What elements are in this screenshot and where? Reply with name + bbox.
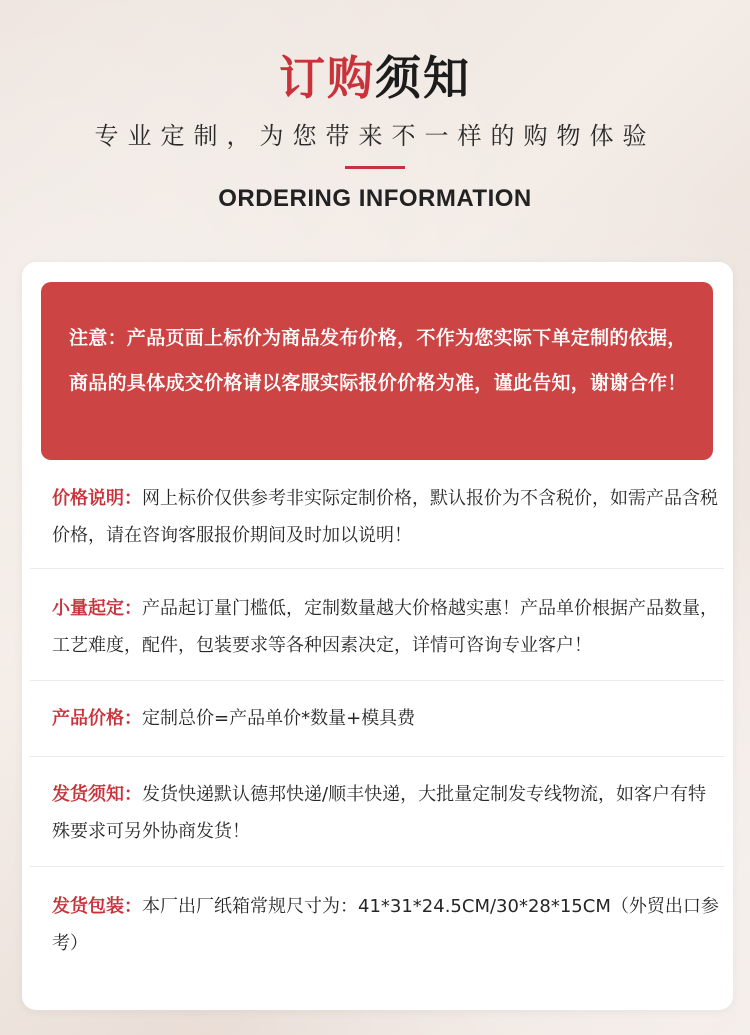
section-label: 发货须知： — [52, 784, 142, 805]
section-packaging — [52, 888, 722, 962]
section-divider — [30, 866, 724, 867]
page-header — [0, 0, 750, 260]
title-rest: 须知 — [375, 51, 471, 105]
section-label: 发货包装： — [52, 896, 142, 917]
section-text: 发货快递默认德邦快递/顺丰快递，大批量定制发专线物流，如客户有特殊要求可另外协商发货！ — [52, 784, 707, 842]
section-shipping — [52, 776, 722, 850]
section-label: 产品价格： — [52, 708, 142, 729]
section-divider — [30, 756, 724, 757]
title-divider — [345, 166, 405, 169]
section-price-note — [52, 480, 722, 554]
title-accent: 订购 — [279, 51, 375, 105]
english-title: ORDERING INFORMATION — [218, 185, 532, 212]
section-min-order — [52, 590, 722, 664]
page-subtitle: 专业定制，为您带来不一样的购物体验 — [94, 122, 656, 150]
info-card — [22, 262, 733, 1010]
notice-box — [41, 282, 713, 460]
section-text: 网上标价仅供参考非实际定制价格，默认报价为不含税价，如需产品含税价格，请在咨询客服报价期间及时加以说明！ — [52, 488, 718, 546]
section-label: 小量起定： — [52, 598, 142, 619]
page-title — [0, 48, 750, 108]
section-product-price — [52, 700, 722, 737]
section-text: 本厂出厂纸箱常规尺寸为：41*31*24.5CM/30*28*15CM（外贸出口参考） — [52, 896, 719, 954]
section-label: 价格说明： — [52, 488, 142, 509]
notice-text: 注意：产品页面上标价为商品发布价格，不作为您实际下单定制的依据，商品的具体成交价格请以客服实际报价价格为准，谨此告知，谢谢合作！ — [69, 327, 687, 394]
section-divider — [30, 568, 724, 569]
section-text: 定制总价=产品单价*数量+模具费 — [142, 708, 416, 729]
section-divider — [30, 680, 724, 681]
section-text: 产品起订量门槛低，定制数量越大价格越实惠！产品单价根据产品数量，工艺难度，配件，包装要求等各种因素决定，详情可咨询专业客户！ — [52, 598, 718, 656]
